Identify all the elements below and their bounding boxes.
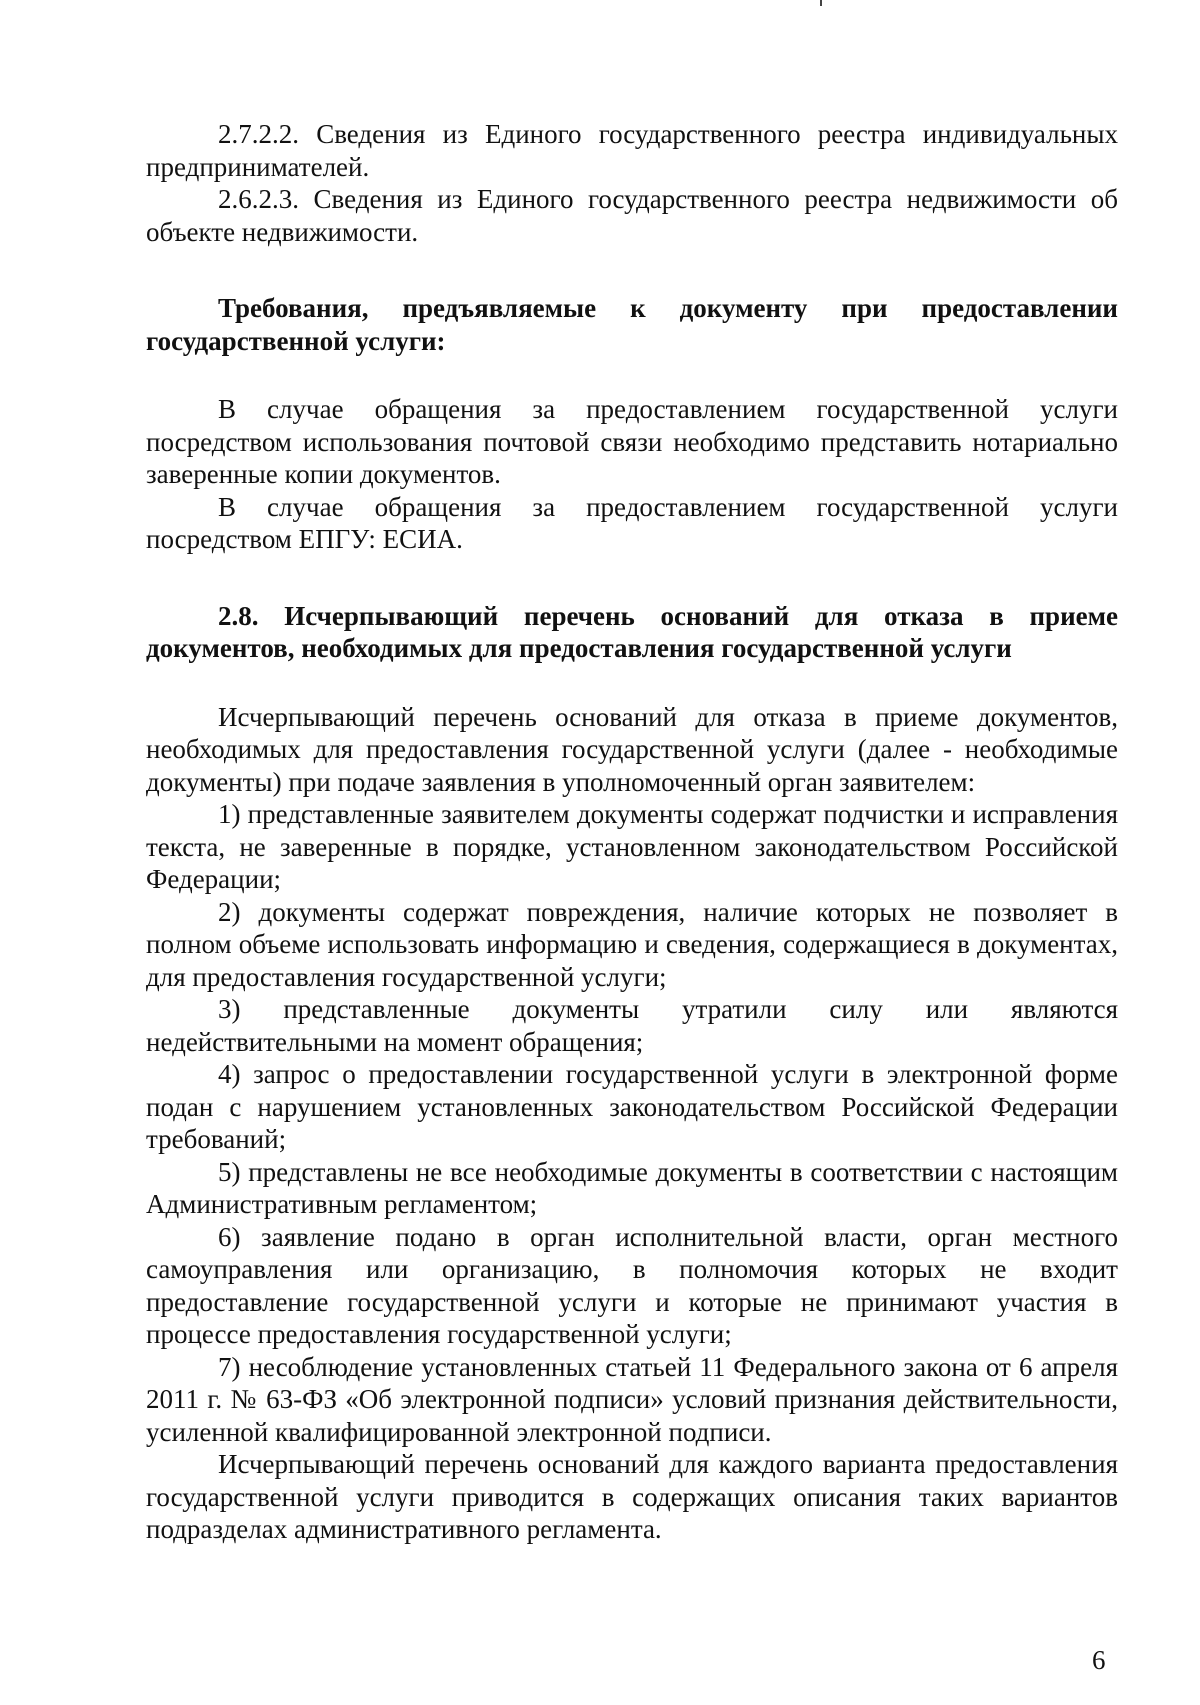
list-item-2: 2) документы содержат повреждения, наличие которых не позволяет в полном объеме использовать информацию и сведения, содержащиеся в документах, для предоставления государственной услуги; [146, 896, 1118, 992]
document-body [146, 118, 1118, 1546]
scan-mark [820, 0, 822, 6]
heading-section-2-8: 2.8. Исчерпывающий перечень оснований для отказа в приеме документов, необходимых для предоставления государственной услуги [146, 600, 1118, 663]
paragraph-epgu: В случае обращения за предоставлением государственной услуги посредством ЕПГУ: ЕСИА. [146, 491, 1118, 554]
list-item-4: 4) запрос о предоставлении государственной услуги в электронной форме подан с нарушением установленных законодательством Российской Федерации требований; [146, 1059, 1118, 1154]
list-item-3: 3) представленные документы утратили силу или являются недействительными на момент обращения; [146, 994, 1118, 1057]
paragraph-egrn: 2.6.2.3. Сведения из Единого государственного реестра недвижимости об объекте недвижимости. [146, 184, 1118, 247]
list-item-7: 7) несоблюдение установленных статьей 11 Федерального закона от 6 апреля 2011 г. № 63-ФЗ «Об электронной подписи» условий признания действительности, усиленной квалифицированной электронной подписи. [146, 1351, 1118, 1447]
paragraph-intro-list: Исчерпывающий перечень оснований для отказа в приеме документов, необходимых для предоставления государственной услуги (далее - необходимые документы) при подаче заявления в уполномоченный орган заявителем: [146, 701, 1118, 797]
paragraph-postal: В случае обращения за предоставлением государственной услуги посредством использования почтовой связи необходимо представить нотариально заверенные копии документов. [146, 394, 1118, 489]
paragraph-variants: Исчерпывающий перечень оснований для каждого варианта предоставления государственной услуги приводится в содержащих описания таких вариантов подразделах административного регламента. [146, 1449, 1118, 1544]
list-item-6: 6) заявление подано в орган исполнительной власти, орган местного самоуправления или организацию, в полномочия которых не входит предоставление государственной услуги и которые не принимают участия в процессе предоставления государственной услуги; [146, 1221, 1118, 1349]
list-item-5: 5) представлены не все необходимые документы в соответствии с настоящим Административным регламентом; [146, 1156, 1118, 1219]
page-number: 6 [1092, 1645, 1106, 1675]
heading-requirements: Требования, предъявляемые к документу при предоставлении государственной услуги: [146, 293, 1118, 356]
paragraph-egrip: 2.7.2.2. Сведения из Единого государственного реестра индивидуальных предпринимателей. [146, 119, 1118, 182]
list-item-1: 1) представленные заявителем документы содержат подчистки и исправления текста, не заверенные в порядке, установленном законодательством Российской Федерации; [146, 799, 1118, 894]
